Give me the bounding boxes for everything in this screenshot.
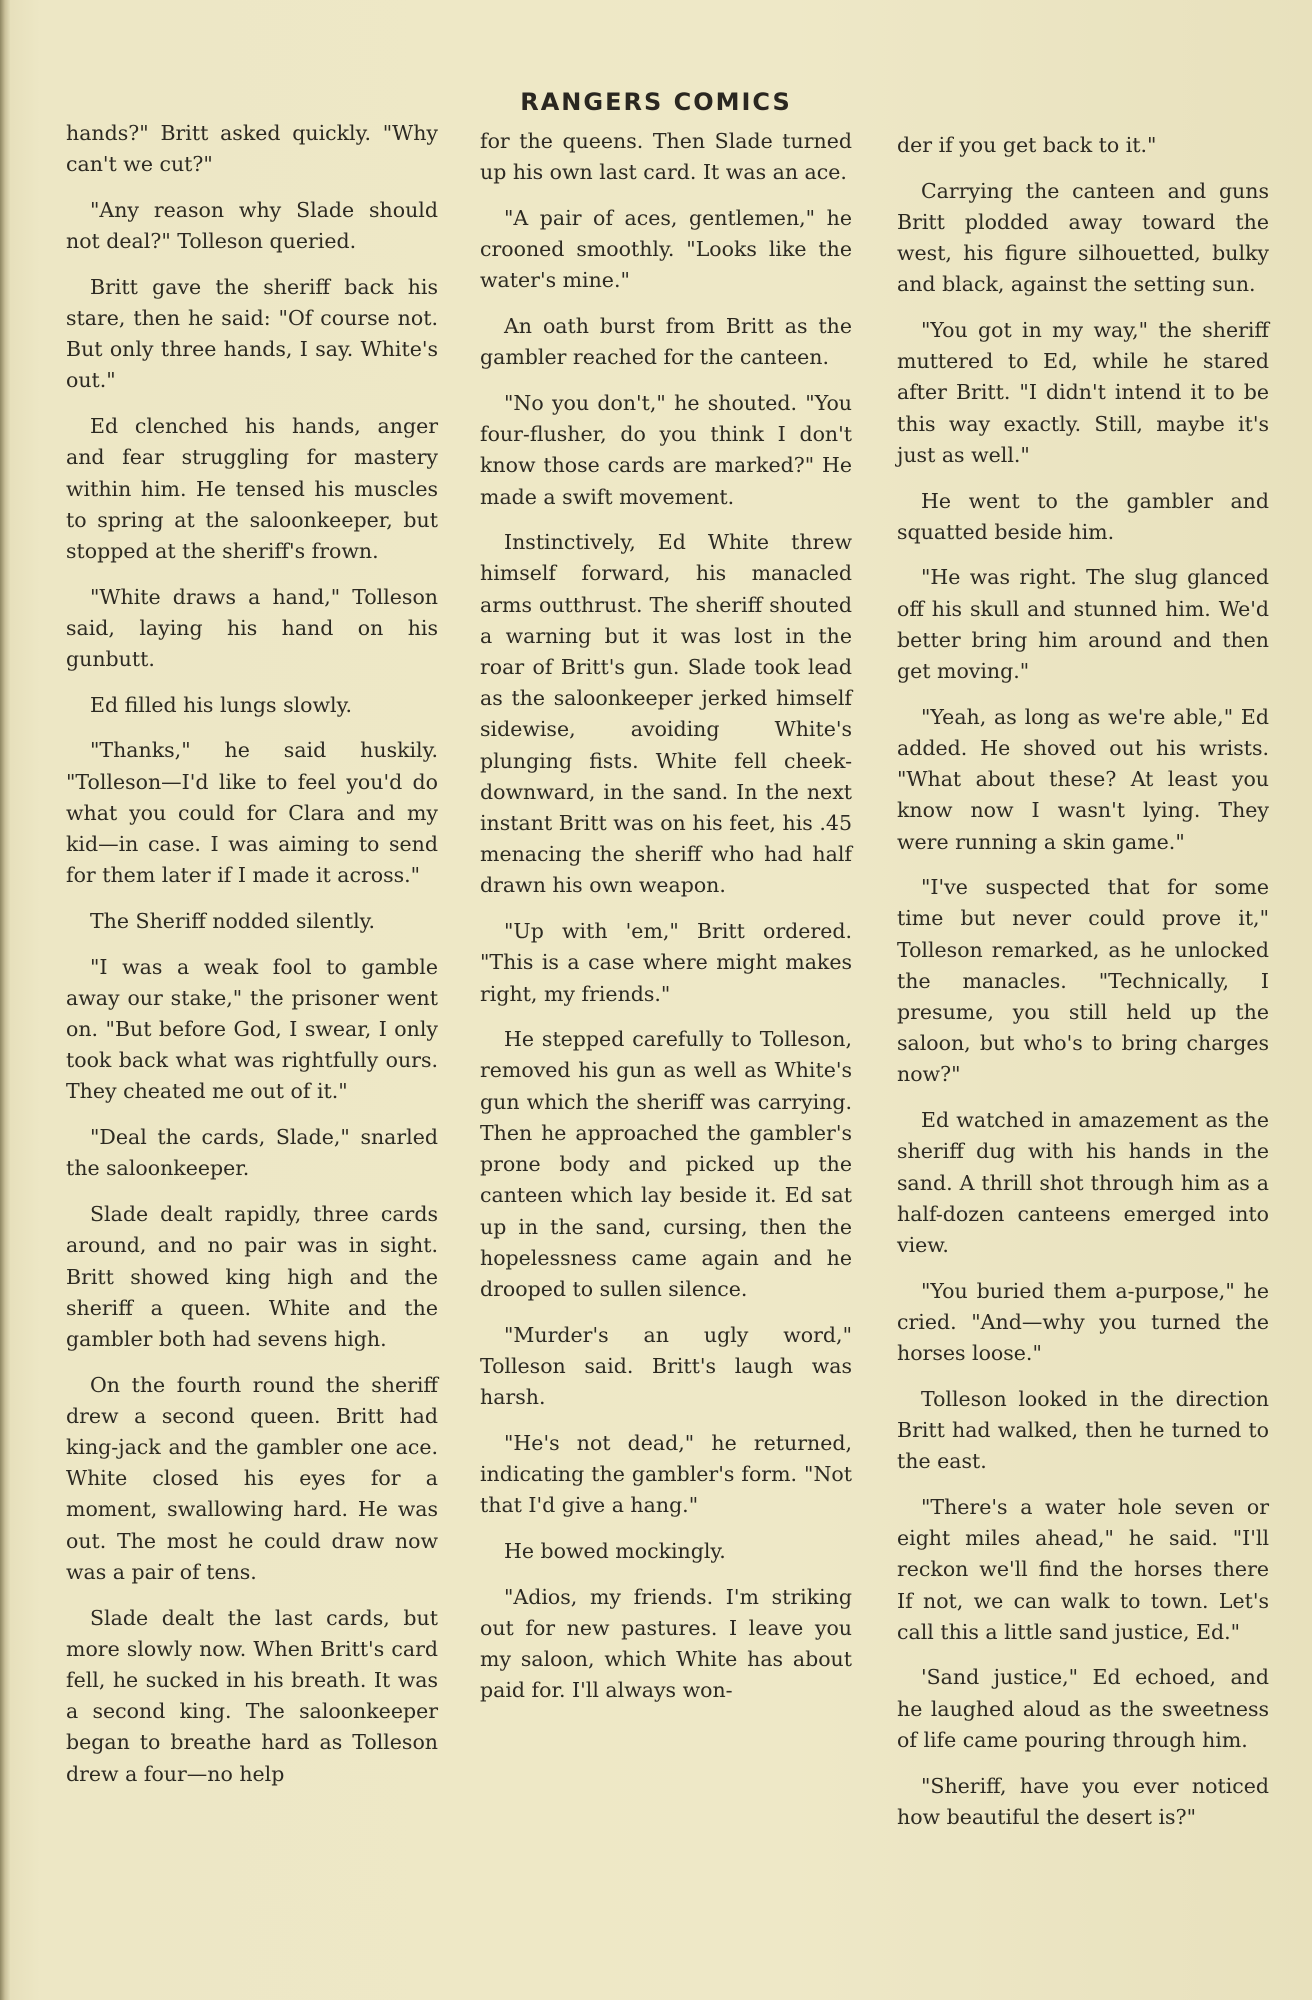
paragraph: "Murder's an ugly word," Tolleson said. Britt's laugh was harsh. xyxy=(480,1322,852,1410)
paragraph: Slade dealt rapidly, three cards around, and no pair was in sight. Britt showed king high and the sheriff a queen. White and the gambler both had sevens high. xyxy=(66,1202,438,1351)
paragraph: He bowed mockingly. xyxy=(504,1538,726,1563)
paragraph: On the fourth round the sheriff drew a second queen. Britt had king-jack and the gambler one ace. White closed his eyes for a moment, swallowing hard. He was out. The most he could draw now was a pair of tens. xyxy=(66,1372,438,1584)
paragraph: An oath burst from Britt as the gambler reached for the canteen. xyxy=(480,314,852,370)
paragraph: Instinctively, Ed White threw himself forward, his manacled arms outthrust. The sheriff shouted a warning but it was lost in the roar of Britt's gun. Slade took lead as the saloonkeeper jerked himself sidewise, avoiding White's plunging fists. White fell cheek-downward, in the sand. In the next instant Britt was on his feet, his .45 menacing the sheriff who had half drawn his own weapon. xyxy=(480,530,852,898)
paragraph: "He's not dead," he returned, indicating the gambler's form. "Not that I'd give a hang." xyxy=(480,1430,852,1518)
paragraph: "No you don't," he shouted. "You four-flusher, do you think I don't know those cards are marked?" He made a swift movement. xyxy=(480,390,852,509)
paragraph: "He was right. The slug glanced off his skull and stunned him. We'd better bring him around and then get moving." xyxy=(897,565,1269,684)
paragraph: "Sheriff, have you ever noticed how beautiful the desert is?" xyxy=(897,1773,1269,1829)
paragraph: "You buried them a-purpose," he cried. "And—why you turned the horses loose." xyxy=(897,1278,1269,1366)
paragraph: "Yeah, as long as we're able," Ed added. He shoved out his wrists. "What about these? At least you know now I wasn't lying. They were running a skin game." xyxy=(897,704,1269,854)
paragraph: "Adios, my friends. I'm striking out for new pastures. I leave you my saloon, which White has about paid for. I'll always won- xyxy=(480,1584,852,1703)
paragraph: Slade dealt the last cards, but more slowly now. When Britt's card fell, he sucked in his breath. It was a second king. The saloonkeeper began to breathe hard as Tolleson drew a four—no help xyxy=(66,1605,438,1786)
paragraph: He went to the gambler and squatted beside him. xyxy=(897,488,1269,544)
paragraph: Ed clenched his hands, anger and fear struggling for mastery within him. He tensed his muscles to spring at the saloonkeeper, but stopped at the sheriff's frown. xyxy=(66,414,438,563)
paragraph: He stepped carefully to Tolleson, removed his gun as well as White's gun which the sheriff was carrying. Then he approached the gambler's prone body and picked up the canteen which lay beside it. Ed sat up in the sand, cursing, then the hopelessness came again and he drooped to sullen silence. xyxy=(480,1027,852,1301)
paragraph: "Thanks," he said huskily. "Tolleson—I'd like to feel you'd do what you could for Clara and my kid—in case. I was aiming to send for them later if I made it across." xyxy=(66,738,438,888)
paragraph: "Up with 'em," Britt ordered. "This is a case where might makes right, my friends." xyxy=(480,919,852,1006)
paragraph: "I was a weak fool to gamble away our stake," the prisoner went on. "But before God, I swear, I only took back what was rightfully ours. They cheated me out of it." xyxy=(66,954,438,1104)
paragraph: "A pair of aces, gentlemen," he crooned smoothly. "Looks like the water's mine." xyxy=(480,205,852,293)
paragraph: for the queens. Then Slade turned up his own last card. It was an ace. xyxy=(480,129,852,185)
text-column-2 xyxy=(480,126,852,1721)
paragraph: "You got in my way," the sheriff muttered to Ed, while he stared after Britt. "I didn't intend it to be this way exactly. Still, maybe it's just as well." xyxy=(897,318,1269,467)
paragraph: Ed filled his lungs slowly. xyxy=(90,692,352,717)
page-spine-edge xyxy=(0,0,10,2000)
paragraph: 'Sand justice," Ed echoed, and he laughed aloud as the sweetness of life came pouring through him. xyxy=(897,1665,1269,1752)
text-column-1 xyxy=(66,118,438,1804)
paragraph: Britt gave the sheriff back his stare, then he said: "Of course not. But only three hands, I say. White's out." xyxy=(66,274,438,393)
page-title: RANGERS COMICS xyxy=(520,88,792,116)
paragraph: Tolleson looked in the direction Britt had walked, then he turned to the east. xyxy=(897,1386,1269,1474)
paragraph: "There's a water hole seven or eight miles ahead," he said. "I'll reckon we'll find the horses there If not, we can walk to town. Let's call this a little sand justice, Ed." xyxy=(897,1494,1269,1644)
paragraph: hands?" Britt asked quickly. "Why can't we cut?" xyxy=(66,121,438,177)
paragraph: "Any reason why Slade should not deal?" Tolleson queried. xyxy=(66,197,438,254)
text-column-3 xyxy=(897,130,1269,1847)
paragraph: Ed watched in amazement as the sheriff dug with his hands in the sand. A thrill shot through him as a half-dozen canteens emerged into view. xyxy=(897,1108,1269,1257)
paragraph: "Deal the cards, Slade," snarled the saloonkeeper. xyxy=(66,1125,438,1181)
paragraph: The Sheriff nodded silently. xyxy=(90,908,376,933)
paragraph: der if you get back to it." xyxy=(897,133,1157,157)
paragraph: Carrying the canteen and guns Britt plodded away toward the west, his figure silhouetted, bulky and black, against the setting sun. xyxy=(897,178,1269,297)
paragraph: "I've suspected that for some time but never could prove it," Tolleson remarked, as he unlocked the manacles. "Technically, I presume, you still held up the saloon, but who's to bring charges now?" xyxy=(897,875,1269,1087)
paragraph: "White draws a hand," Tolleson said, laying his hand on his gunbutt. xyxy=(66,584,438,672)
